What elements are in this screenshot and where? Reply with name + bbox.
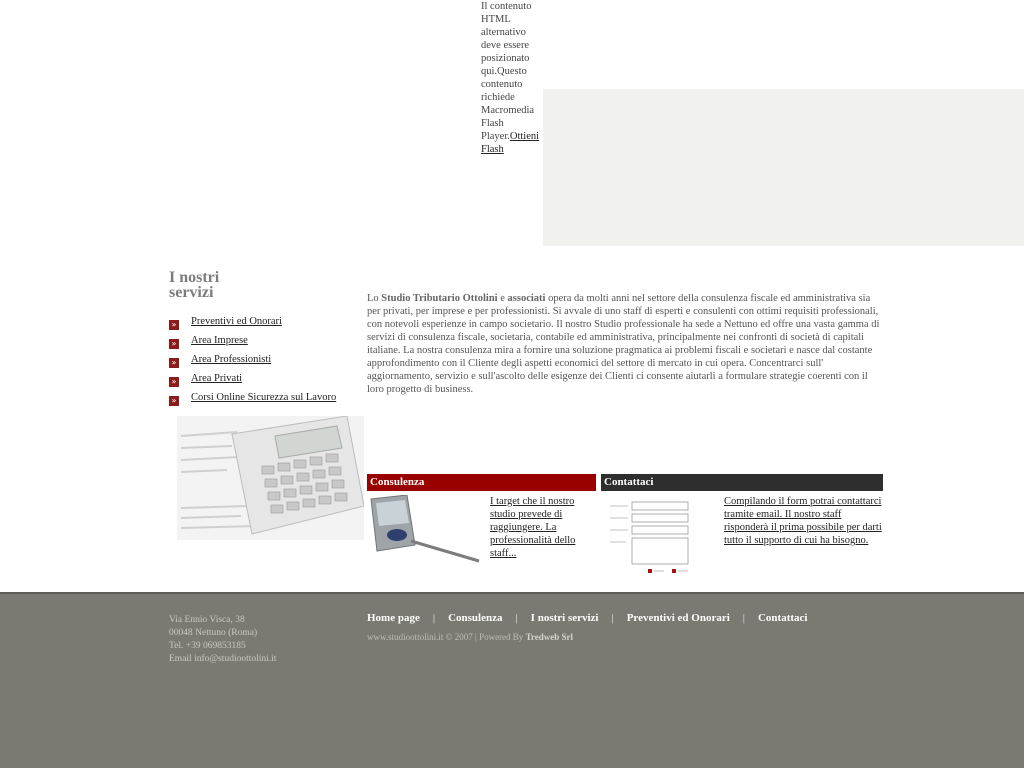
footer-credits (367, 632, 573, 642)
credits-company-link[interactable]: Tredweb Srl (525, 632, 573, 642)
arrow-bullet-icon: » (169, 320, 179, 330)
studio-name: Studio Tributario Ottolini (381, 293, 498, 304)
flash-alt-text: Il contenuto HTML alternativo deve essere posizionato qui.Questo contenuto richiede Macromedia Flash Player. (481, 1, 535, 142)
arrow-bullet-icon: » (169, 377, 179, 387)
contattaci-header: Contattaci (601, 474, 883, 491)
services-title (169, 270, 259, 300)
service-item-corsi[interactable] (169, 388, 359, 407)
footer-nav-separator: | (432, 612, 436, 624)
address-city: 00048 Nettuno (Roma) (169, 628, 258, 638)
footer-nav-separator: | (611, 612, 614, 624)
service-link[interactable]: Preventivi ed Onorari (191, 316, 282, 327)
get-flash-link[interactable]: Ottieni Flash (481, 131, 540, 155)
service-link[interactable]: Area Professionisti (191, 354, 272, 365)
footer (0, 592, 1024, 768)
footer-nav-preventivi[interactable]: Preventivi ed Onorari (626, 612, 730, 624)
service-link[interactable]: Area Privati (191, 373, 243, 384)
address-phone: Tel. +39 069853185 (169, 641, 246, 651)
arrow-bullet-icon: » (169, 339, 179, 349)
footer-nav-separator: | (742, 612, 745, 624)
footer-nav (367, 612, 807, 624)
service-item-privati[interactable] (169, 369, 359, 388)
intro-prefix: Lo (367, 293, 382, 304)
services-title-line1: I nostri (169, 269, 220, 286)
address-street: Via Ennio Visca, 38 (169, 615, 245, 625)
intro-body: opera da molti anni nel settore della consulenza fiscale ed amministrativa sia per privati, per imprese e per professionisti. Si avvale di uno staff di esperti e consulenti con ottimi requisiti professionali, con notevoli esperienze in campo societario. Il nostro Studio professionale ha sede a Nettuno ed offre una vasta gamma di servizi di consulenza fiscale, societaria, contabile ed amministrativa, principalmente nei confronti di società di capitali italiane. La nostra consulenza mira a fornire una soluzione pragmatica ai problemi fiscali e societari e nasce dal costante approfondimento con il Cliente degli aspetti economici del settore di mercato in cui opera. Concentrarci sull' aggiornamento, servizio e sull'ascolto delle esigenze dei Clienti ci consente aiutarli a formulare strategie coerenti con il loro progetto di business. (367, 293, 880, 395)
footer-nav-consulenza[interactable]: Consulenza (448, 612, 503, 624)
consulenza-header: Consulenza (367, 474, 596, 491)
pda-image (367, 495, 483, 567)
flash-banner-area (543, 89, 1024, 246)
footer-nav-servizi[interactable]: I nostri servizi (530, 612, 599, 624)
form-image (606, 498, 696, 576)
service-link[interactable]: Area Imprese (191, 335, 248, 346)
calculator-image (177, 416, 364, 540)
footer-address (169, 614, 276, 666)
footer-nav-contattaci[interactable]: Contattaci (757, 612, 808, 624)
credits-text: www.studioottolini.it © 2007 | Powered By (367, 632, 526, 642)
intro-connector: e (497, 293, 508, 304)
arrow-bullet-icon: » (169, 358, 179, 368)
associati-label: associati (507, 293, 546, 304)
consulenza-text[interactable] (490, 495, 596, 560)
service-item-preventivi[interactable] (169, 312, 359, 331)
services-title-line2: servizi (169, 284, 214, 301)
contattaci-text[interactable] (724, 495, 884, 547)
consulenza-link[interactable]: I target che il nostro studio prevede di raggiungere. La professionalità dello staff... (490, 496, 576, 559)
service-link[interactable]: Corsi Online Sicurezza sul Lavoro (191, 392, 337, 403)
service-item-imprese[interactable] (169, 331, 359, 350)
contattaci-link[interactable]: Compilando il form potrai contattarci tramite email. Il nostro staff risponderà il prima possibile per darti tutto il supporto di cui ha bisogno. (724, 496, 882, 546)
footer-nav-separator: | (515, 612, 518, 624)
footer-nav-home[interactable]: Home page (367, 612, 420, 624)
intro-paragraph (367, 292, 885, 396)
service-item-professionisti[interactable] (169, 350, 359, 369)
address-email: Email info@studioottolini.it (169, 654, 277, 664)
flash-alt-content (481, 0, 545, 156)
arrow-bullet-icon: » (169, 396, 179, 406)
services-list (169, 312, 359, 407)
